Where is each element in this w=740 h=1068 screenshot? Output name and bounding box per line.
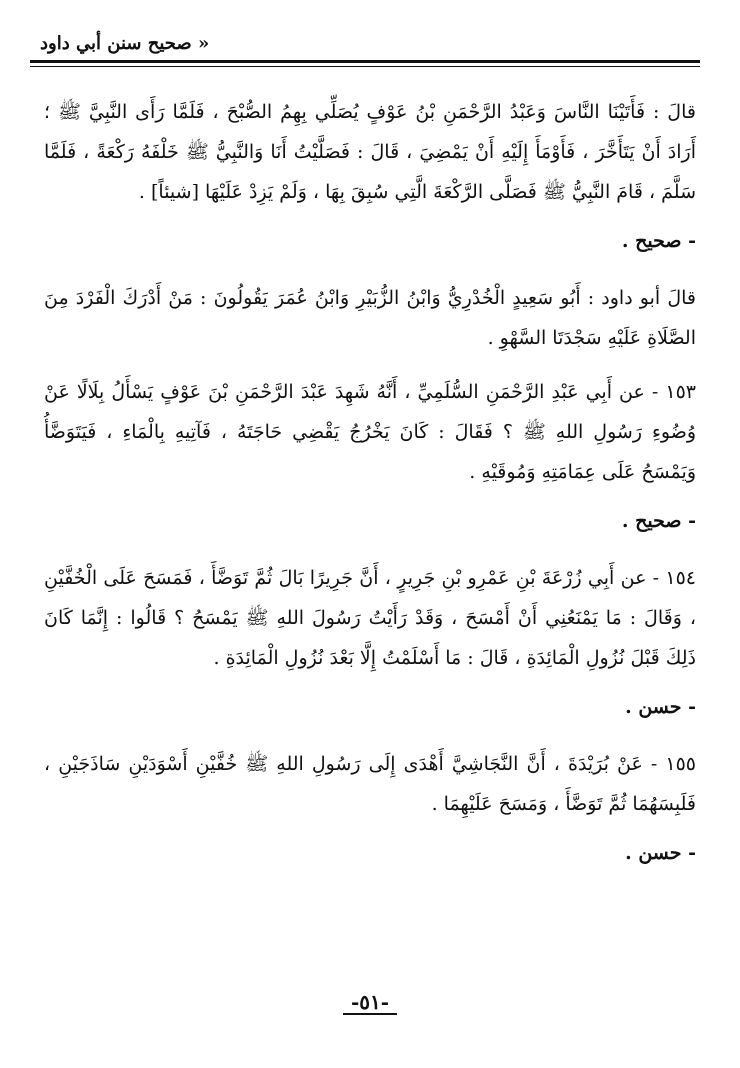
hadith-154-grade: - حسن .: [625, 696, 696, 718]
hadith-153-grade: - صحيح .: [621, 510, 696, 532]
hadith-155-grade: - حسن .: [625, 842, 696, 864]
header-rule: [30, 60, 700, 63]
running-header-title: « صحيح سنن أبي داود: [40, 33, 210, 54]
page-number: [0, 990, 740, 1015]
hadith-153-text: ١٥٣ - عن أَبِي عَبْدِ الرَّحْمَنِ السُّلَمِيِّ ، أَنَّهُ شَهِدَ عَبْدَ الرَّحْمَنِ بْنَ عَوْفٍ يَسْأَلُ بِلَالًا عَنْ وُضُوءِ رَسُولِ اللهِ ﷺ ؟ فَقَالَ : كَانَ يَخْرُجُ يَقْضِي حَاجَتَهُ ، فَآتِيهِ بِالْمَاءِ ، فَيَتَوَضَّأُ وَيَمْسَحُ عَلَى عِمَامَتِهِ وَمُوقَيْهِ .: [44, 381, 696, 483]
header-rule-thin: [30, 66, 700, 67]
hadith-154-text: ١٥٤ - عن أَبِي زُرْعَةَ بْنِ عَمْرِو بْنِ جَرِيرٍ ، أَنَّ جَرِيرًا بَالَ ثُمَّ تَوَضَّأَ ، فَمَسَحَ عَلَى الْخُفَّيْنِ ، وَقَالَ : مَا يَمْنَعُنِي أَنْ أَمْسَحَ ، وَقَدْ رَأَيْتُ رَسُولَ اللهِ ﷺ يَمْسَحُ ؟ قَالُوا : إِنَّمَا كَانَ ذَلِكَ قَبْلَ نُزُولِ الْمَائِدَةِ ، قَالَ : مَا أَسْلَمْتُ إِلَّا بَعْدَ نُزُولِ الْمَائِدَةِ .: [44, 567, 696, 669]
hadith-grade: - صحيح .: [621, 230, 696, 252]
hadith-155-text: ١٥٥ - عَنْ بُرَيْدَةَ ، أَنَّ النَّجَاشِيَّ أَهْدَى إِلَى رَسُولِ اللهِ ﷺ خُفَّيْنِ أَسْوَدَيْنِ سَاذَجَيْنِ ، فَلَبِسَهُمَا ثُمَّ تَوَضَّأَ ، وَمَسَحَ عَلَيْهِمَا .: [44, 753, 696, 815]
author-note: قالَ أبو داود : أَبُو سَعِيدٍ الْخُدْرِيُّ وَابْنُ الزُّبَيْرِ وَابْنُ عُمَرَ يَقُولُونَ : مَنْ أَدْرَكَ الْفَرْدَ مِنَ الصَّلَاةِ عَلَيْهِ سَجْدَتَا السَّهْوِ .: [44, 287, 696, 349]
hadith-text: قالَ : فَأَتَيْنَا النَّاسَ وَعَبْدُ الرَّحْمَنِ بْنُ عَوْفٍ يُصَلِّي بِهِمُ الصُّبْحَ ، فَلَمَّا رَأَى النَّبِيَّ ﷺ ؛ أَرَادَ أَنْ يَتَأَخَّرَ ، فَأَوْمَأَ إِلَيْهِ أَنْ يَمْضِيَ ، قَالَ : فَصَلَّيْتُ أَنَا وَالنَّبِيُّ ﷺ خَلْفَهُ رَكْعَةً ، فَلَمَّا سَلَّمَ ، قَامَ النَّبِيُّ ﷺ فَصَلَّى الرَّكْعَةَ الَّتِي سُبِقَ بِهَا ، وَلَمْ يَزِدْ عَلَيْهَا [شيئاً] .: [44, 101, 696, 203]
page-number-text: -٥١-: [343, 991, 397, 1015]
page-body: [44, 92, 696, 890]
